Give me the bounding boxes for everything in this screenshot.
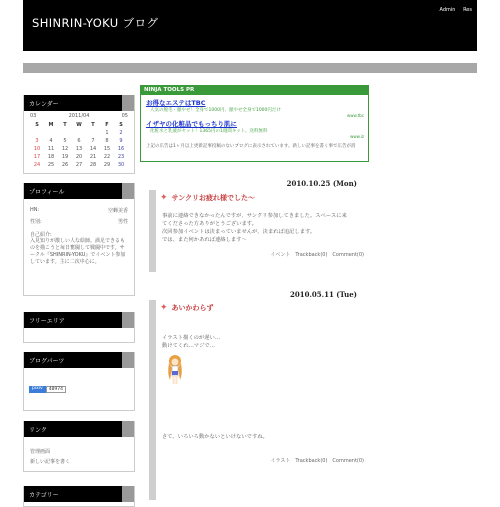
illustration-image: [166, 354, 184, 386]
site-title[interactable]: SHINRIN-YOKU ブログ: [32, 16, 159, 30]
calendar-weekday: W: [76, 122, 82, 128]
calendar-day: 23: [117, 154, 125, 160]
entry-1: [149, 190, 368, 272]
calendar-day: 2: [119, 130, 123, 136]
calendar-weekday: F: [105, 122, 109, 128]
ad-header: NINJA TOOLS PR: [141, 86, 368, 95]
ad-note: 上記の広告は1ヶ月以上更新記事投稿のないブログに表示されています。新しい記事を書く事で広告が消: [146, 144, 356, 149]
calendar-day: [86, 130, 100, 136]
links-body: [24, 437, 134, 471]
calendar-day: 7: [91, 138, 95, 144]
category-heading: カテゴリー: [24, 486, 134, 502]
calendar-current: 2011/04: [68, 113, 90, 119]
calendar-day: 29: [103, 162, 111, 168]
ad-item: [141, 119, 368, 139]
calendar-weekday: T: [91, 122, 95, 128]
calendar-day: 9: [119, 138, 123, 144]
calendar-day: 13: [75, 146, 83, 152]
profile-row: HN: 空蝉美香: [30, 207, 128, 214]
profile-heading: プロフィール: [24, 183, 134, 199]
calendar-day: 25: [47, 162, 55, 168]
ad-url[interactable]: www.tbc: [346, 113, 364, 118]
calendar-day: 6: [77, 138, 81, 144]
calendar-nav: [24, 113, 134, 119]
ad-box: [140, 85, 369, 162]
free-area-box: [23, 312, 135, 343]
calendar-heading: カレンダー: [24, 95, 134, 111]
calendar-weekday: M: [48, 122, 54, 128]
calendar-day: 1: [105, 130, 109, 136]
calendar-day: 21: [89, 154, 97, 160]
entry-body-after: さて、いろいろ動かないといけないですね。: [162, 434, 268, 440]
calendar-day: 26: [61, 162, 69, 168]
calendar-day: 20: [75, 154, 83, 160]
free-area-heading: フリーエリア: [24, 312, 134, 328]
calendar-day: [44, 130, 58, 136]
res-link[interactable]: Res: [463, 7, 472, 13]
header-links: [434, 7, 472, 13]
admin-page-link[interactable]: 管理画面: [30, 449, 51, 455]
calendar-day: 28: [89, 162, 97, 168]
calendar-day: 12: [61, 146, 69, 152]
admin-link[interactable]: Admin: [439, 7, 456, 13]
profile-text: 入見知りが激しい人な絵師。満足できるものを描こうと毎日奮闘して戦闘中です。サークル『SHINRIN-YOKU』でイベント参加しています。主に二次中心に。: [30, 238, 126, 265]
calendar-day: 22: [103, 154, 111, 160]
entry-footer[interactable]: イベント Trackback(0) Comment(0): [270, 252, 364, 258]
calendar-day: 8: [105, 138, 109, 144]
calendar-day: [30, 130, 44, 136]
ad-desc: 化粧水と乳液がセット！1365円の1週間キット。送料無料: [150, 129, 268, 134]
calendar-weekday: T: [63, 122, 67, 128]
calendar-day: 14: [89, 146, 97, 152]
entry-body: 事前に連絡できなかったんですが、サンクリ参加してきました。スペースに来 てくださった方ありがとうございます。 次回参加イベントは決まっていませんが、決まれば追記します。 では、また何かあれば連絡します～: [162, 213, 347, 243]
calendar-day: 15: [103, 146, 111, 152]
entry-2: [149, 300, 368, 500]
calendar-body: [24, 122, 134, 172]
calendar-day: 24: [33, 162, 41, 168]
ad-title-link[interactable]: イザヤの化粧品でもっちり肌に: [146, 120, 237, 128]
calendar-day: 11: [47, 146, 55, 152]
calendar-grid: [30, 122, 128, 168]
ad-url[interactable]: www.iz: [350, 134, 364, 139]
category-box: [23, 486, 135, 507]
pixiv-counter[interactable]: pixiv 48974: [29, 386, 66, 393]
profile-box: [23, 183, 135, 296]
calendar-day: [58, 130, 72, 136]
sparkle-icon: ✦: [160, 193, 168, 203]
calendar-weekday: S: [119, 122, 123, 128]
links-box: [23, 421, 135, 472]
entry-body: イラスト描くのが遅い… 動けてくれ…マジで…: [162, 335, 221, 349]
calendar-day: 4: [49, 138, 53, 144]
entry-date: 2010.10.25 (Mon): [286, 179, 357, 188]
calendar-weekday: S: [35, 122, 39, 128]
calendar-day: 30: [117, 162, 125, 168]
calendar-day: 17: [33, 154, 41, 160]
blog-parts-box: [23, 352, 135, 411]
calendar-day: [72, 130, 86, 136]
new-post-link[interactable]: 新しい記事を書く: [30, 459, 71, 465]
calendar-day: 5: [63, 138, 67, 144]
ad-title-link[interactable]: お得なエステはTBC: [146, 99, 206, 107]
divider-bar: [23, 63, 477, 73]
entry-date: 2010.05.11 (Tue): [289, 290, 357, 299]
calendar-box: [23, 95, 135, 174]
entry-title[interactable]: ✦ あいかわらず: [160, 303, 214, 313]
site-header: [23, 0, 477, 51]
links-heading: リンク: [24, 421, 134, 437]
entry-footer[interactable]: イラスト Trackback(0) Comment(0): [270, 458, 364, 464]
calendar-day: 27: [75, 162, 83, 168]
ad-desc: 人気の脱毛・顔やせ！全身で1000円、顔やせ全身で1000円だけ: [150, 108, 281, 113]
profile-row: 性別: 男性: [30, 219, 128, 225]
profile-body: [24, 199, 134, 270]
calendar-next-link[interactable]: 05: [121, 113, 128, 119]
blog-parts-heading: ブログパーツ: [24, 352, 134, 368]
calendar-day: 19: [61, 154, 69, 160]
calendar-prev-link[interactable]: 03: [30, 113, 37, 119]
sparkle-icon: ✦: [160, 303, 168, 313]
calendar-day: 16: [117, 146, 125, 152]
ad-item: [141, 98, 368, 118]
entry-title[interactable]: ✦ サンクリお疲れ様でした～: [160, 193, 256, 203]
calendar-day: 18: [47, 154, 55, 160]
calendar-day: 10: [33, 146, 41, 152]
profile-intro-label: 自己紹介:: [30, 232, 52, 238]
calendar-day: 3: [35, 138, 39, 144]
